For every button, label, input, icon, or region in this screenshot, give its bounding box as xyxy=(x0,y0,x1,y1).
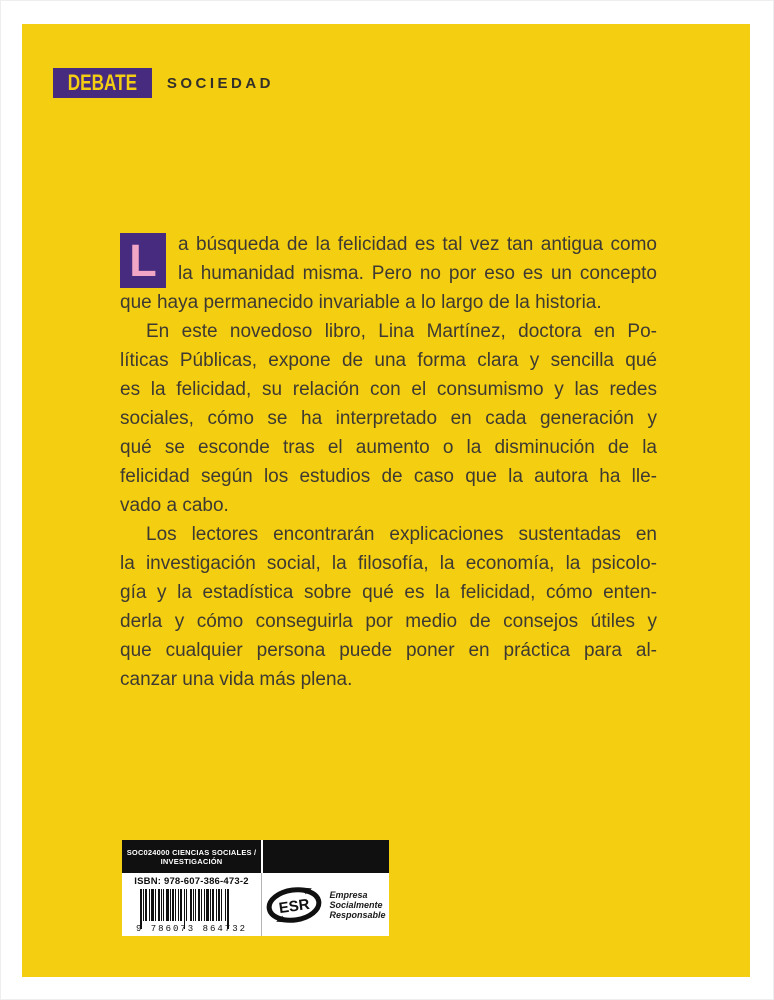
isbn-box xyxy=(122,873,261,936)
esr-label xyxy=(329,890,385,920)
text-line: qué se esconde tras el aumento o la disminución de la xyxy=(120,437,657,458)
barcode-bars xyxy=(140,889,254,921)
text-line: gía y la estadística sobre qué es la felicidad, cómo enten- xyxy=(120,582,657,603)
synopsis-paragraphs xyxy=(120,230,657,694)
text-line: que haya permanecido invariable a lo largo de la historia. xyxy=(120,292,602,313)
esr-label-line: Socialmente xyxy=(329,899,383,910)
text-line: canzar una vida más plena. xyxy=(120,669,353,690)
barcode xyxy=(130,889,254,933)
text-line: a búsqueda de la felicidad es tal vez tan antigua como xyxy=(178,234,657,255)
esr-logo-icon xyxy=(265,884,323,926)
debate-logo xyxy=(53,68,152,98)
text-line: sociales, cómo se ha interpretado en cada generación y xyxy=(120,408,657,429)
category-text xyxy=(122,840,261,873)
paragraph xyxy=(120,520,657,694)
text-line: derla y cómo conseguirla por medio de consejos útiles y xyxy=(120,611,657,632)
esr-acronym: ESR xyxy=(278,895,312,917)
footer-block xyxy=(122,840,389,936)
text-line: la investigación social, la filosofía, la economía, la psicolo- xyxy=(120,553,657,574)
brand-row xyxy=(53,68,274,98)
text-line: felicidad según los estudios de caso que la autora ha lle- xyxy=(120,466,657,487)
esr-box xyxy=(262,873,389,936)
esr-label-line: Responsable xyxy=(329,909,386,920)
barcode-row xyxy=(122,873,389,936)
text-line: líticas Públicas, expone de una forma clara y sencilla qué xyxy=(120,350,657,371)
text-line: Los lectores encontrarán explicaciones sustentadas en xyxy=(146,524,657,545)
category-line-1: SOC024000 CIENCIAS SOCIALES / xyxy=(126,847,257,857)
esr-label-line: Empresa xyxy=(329,889,368,900)
collection-label: SOCIEDAD xyxy=(166,74,275,92)
paragraph xyxy=(120,317,657,520)
text-line: es la felicidad, su relación con el consumismo y las redes xyxy=(120,379,657,400)
debate-logo-text: DEBATE xyxy=(67,70,138,95)
text-line: que cualquier persona puede poner en práctica para al- xyxy=(120,640,657,661)
drop-cap: L xyxy=(120,233,166,288)
category-bar xyxy=(122,840,389,873)
synopsis-block xyxy=(120,230,657,694)
barcode-bar xyxy=(227,889,229,929)
category-line-2: INVESTIGACIÓN xyxy=(160,856,223,866)
text-line: la humanidad misma. Pero no por eso es un concepto xyxy=(178,263,657,284)
black-filler xyxy=(263,840,389,873)
barcode-digits: 9 786073 864732 xyxy=(135,924,247,934)
cover-background xyxy=(22,24,750,977)
isbn-label: ISBN: 978-607-386-473-2 xyxy=(134,876,249,887)
text-line: vado a cabo. xyxy=(120,495,229,516)
text-line: En este novedoso libro, Lina Martínez, doctora en Po- xyxy=(146,321,657,342)
paragraph xyxy=(120,230,657,317)
